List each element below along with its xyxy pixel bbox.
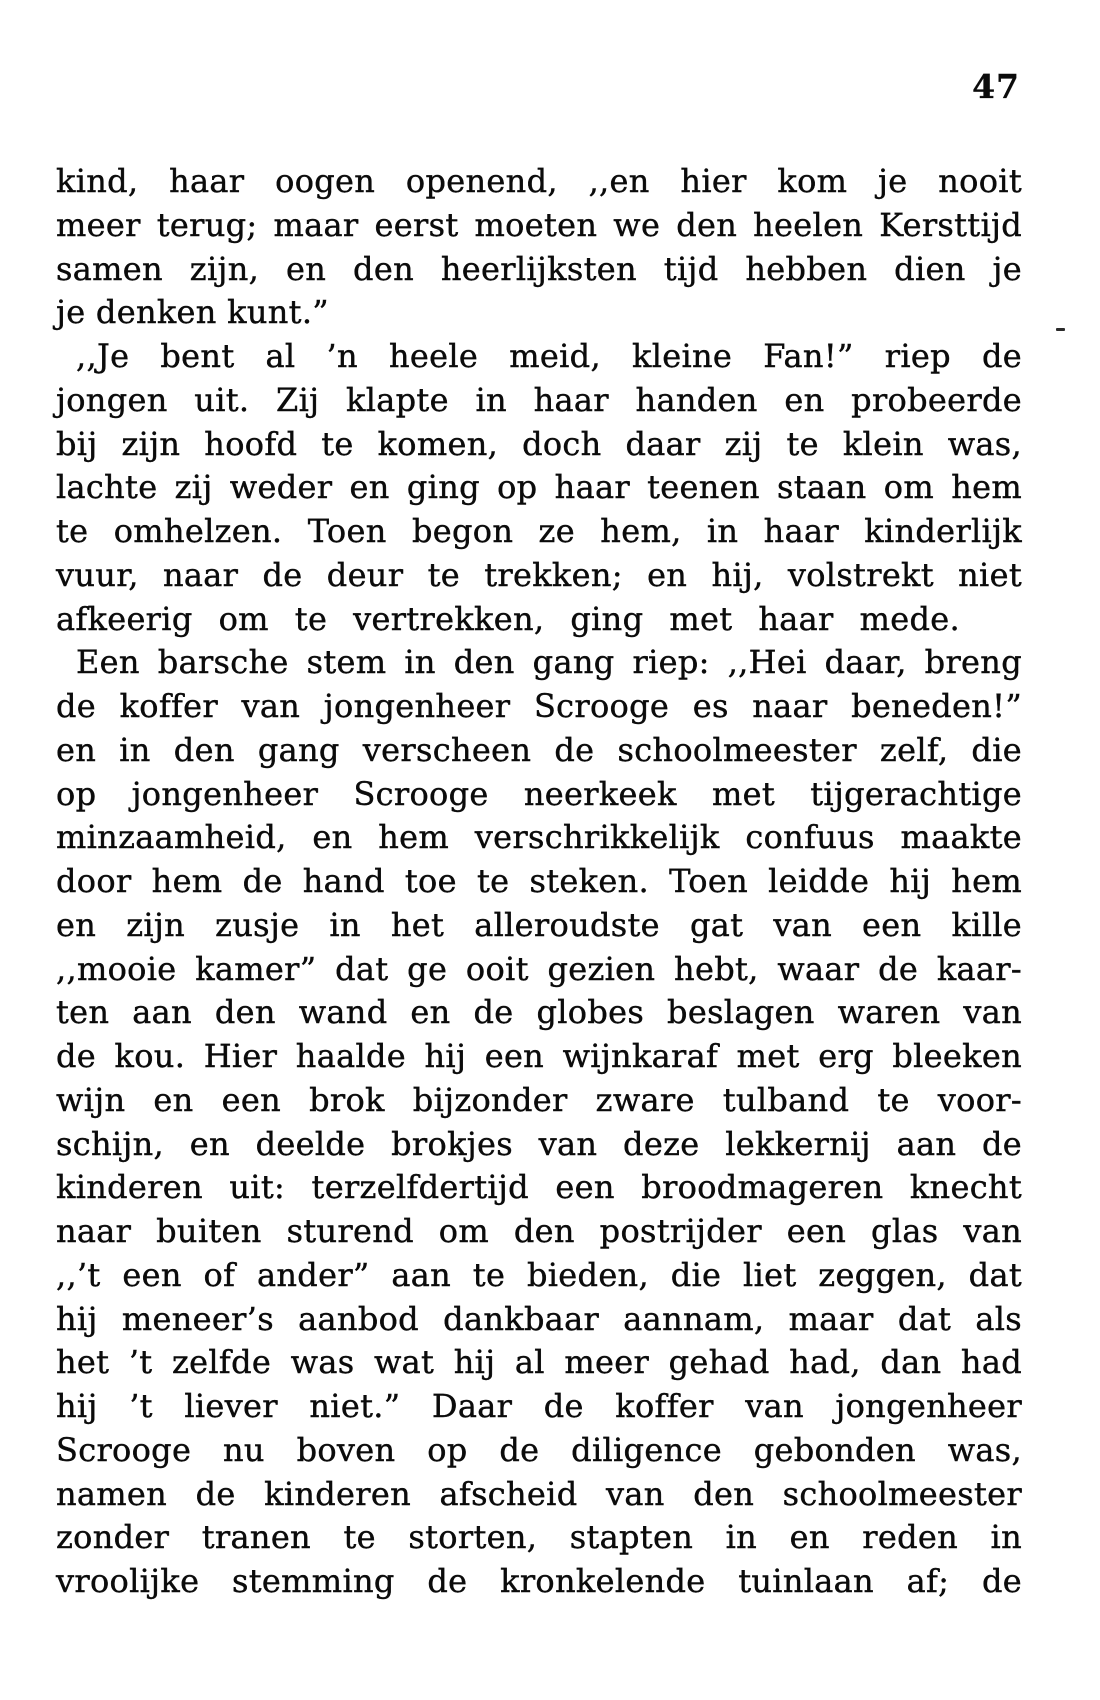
text-line: kinderen uit: terzelfdertijd een broodmageren knecht (56, 1168, 1022, 1207)
text-line: zonder tranen te storten, stapten in en reden in (56, 1518, 1022, 1557)
text-line: bij zijn hoofd te komen, doch daar zij te klein was, (56, 424, 1022, 463)
text-line: naar buiten sturend om den postrijder een glas van (56, 1212, 1022, 1250)
text-line: vuur, naar de deur te trekken; en hij, volstrekt niet (56, 555, 1022, 594)
text-line: en zijn zusje in het alleroudste gat van een kille (56, 905, 1022, 944)
body-text-block (56, 160, 1022, 1604)
text-line: de kou. Hier haalde hij een wijnkaraf met erg bleeken (56, 1037, 1022, 1075)
text-line: en in den gang verscheen de schoolmeester zelf, die (56, 730, 1022, 769)
scan-artifact-dash (1056, 328, 1065, 331)
text-line: hij meneer’s aanbod dankbaar aannam, maar dat als (56, 1299, 1022, 1338)
text-line: de koffer van jongenheer Scrooge es naar beneden!” (56, 687, 1022, 725)
text-line: minzaamheid, en hem verschrikkelijk confuus maakte (56, 818, 1022, 857)
text-line: vroolijke stemming de kronkelende tuinlaan af; de (56, 1562, 1022, 1600)
text-line: door hem de hand toe te steken. Toen leidde hij hem (56, 862, 1022, 900)
text-line: ,,Je bent al ’n heele meid, kleine Fan!” riep de (76, 337, 1022, 375)
text-line: samen zijn, en den heerlijksten tijd hebben dien je (56, 249, 1022, 288)
text-line: kind, haar oogen openend, ,,en hier kom je nooit (56, 162, 1022, 200)
page-number: 47 (972, 67, 1020, 106)
text-line: ten aan den wand en de globes beslagen waren van (56, 993, 1022, 1032)
text-line: lachte zij weder en ging op haar teenen staan om hem (56, 468, 1022, 507)
text-line: namen de kinderen afscheid van den schoolmeester (56, 1474, 1022, 1513)
text-line: afkeerig om te vertrekken, ging met haar mede. (56, 599, 960, 638)
text-line: ,,’t een of ander” aan te bieden, die liet zeggen, dat (56, 1255, 1022, 1294)
text-line: hij ’t liever niet.” Daar de koffer van jongenheer (56, 1387, 1022, 1425)
text-line: wijn en een brok bijzonder zware tulband te voor- (56, 1080, 1022, 1119)
text-line: het ’t zelfde was wat hij al meer gehad had, dan had (56, 1343, 1022, 1382)
text-line: meer terug; maar eerst moeten we den heelen Kersttijd (56, 205, 1022, 244)
text-line: jongen uit. Zij klapte in haar handen en probeerde (56, 380, 1022, 419)
text-line: Een barsche stem in den gang riep: ,,Hei daar, breng (76, 643, 1022, 682)
text-line: Scrooge nu boven op de diligence gebonden was, (56, 1430, 1022, 1469)
text-line: je denken kunt.” (56, 293, 329, 332)
text-line: schijn, en deelde brokjes van deze lekkernij aan de (56, 1124, 1022, 1163)
text-line: te omhelzen. Toen begon ze hem, in haar kinderlijk (56, 512, 1022, 550)
text-line: op jongenheer Scrooge neerkeek met tijgerachtige (56, 774, 1022, 813)
text-line: ,,mooie kamer” dat ge ooit gezien hebt, waar de kaar- (56, 949, 1022, 988)
